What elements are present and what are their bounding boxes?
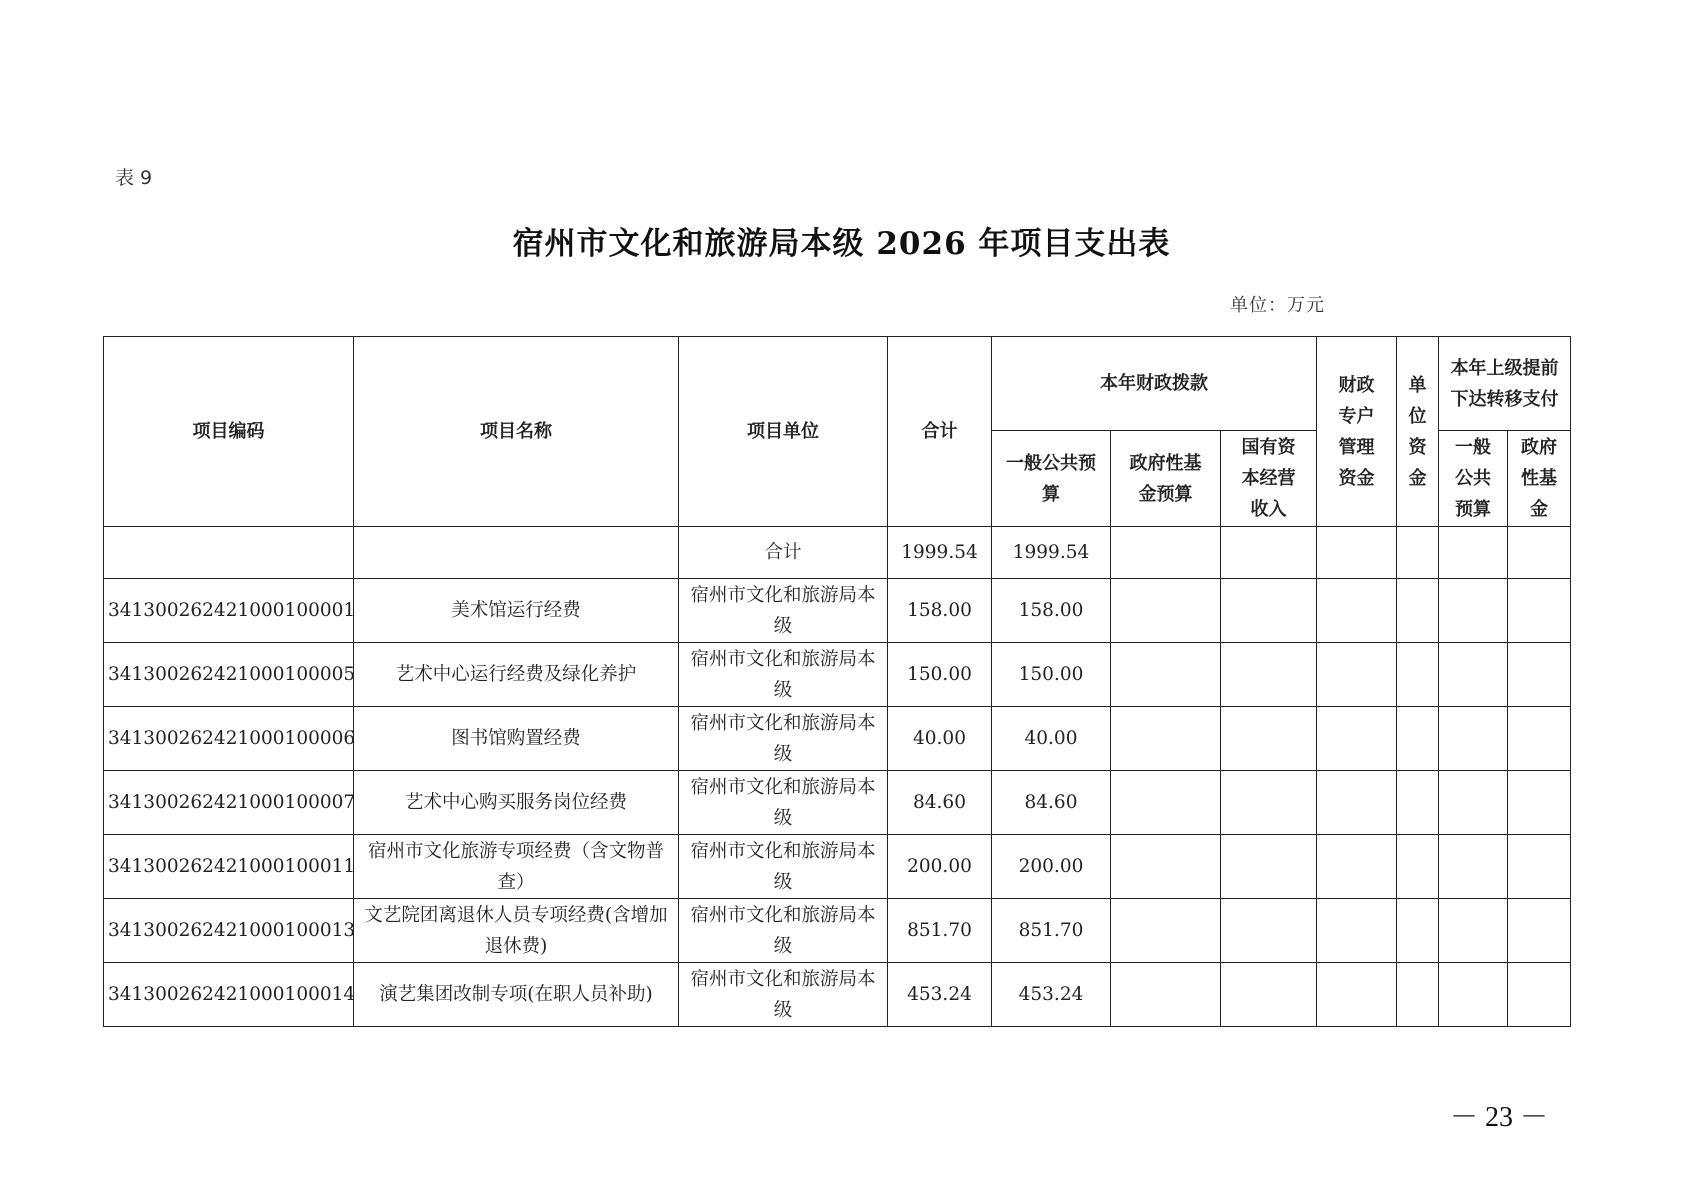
header-transfer-fund: 政府性基金 (1508, 431, 1571, 527)
row-total: 200.00 (888, 835, 992, 899)
table-row (104, 963, 1571, 1027)
row-transfer-general (1439, 579, 1508, 643)
row-unit-funds (1397, 707, 1439, 771)
total-unit-funds (1397, 527, 1439, 579)
header-transfer-general: 一般公共预算 (1439, 431, 1508, 527)
row-name: 文艺院团离退休人员专项经费(含增加退休费) (354, 899, 679, 963)
row-general-budget: 200.00 (992, 835, 1111, 899)
row-code: 341300262421000100006 (104, 707, 354, 771)
row-name: 美术馆运行经费 (354, 579, 679, 643)
row-unit: 宿州市文化和旅游局本级 (679, 963, 888, 1027)
row-unit-funds (1397, 643, 1439, 707)
row-code: 341300262421000100001 (104, 579, 354, 643)
header-state-capital: 国有资本经营收入 (1221, 431, 1317, 527)
row-special-account (1317, 835, 1397, 899)
table-row (104, 835, 1571, 899)
row-unit: 宿州市文化和旅游局本级 (679, 899, 888, 963)
row-transfer-fund (1508, 579, 1571, 643)
row-unit: 宿州市文化和旅游局本级 (679, 835, 888, 899)
row-state-capital (1221, 643, 1317, 707)
row-total: 40.00 (888, 707, 992, 771)
header-name: 项目名称 (354, 337, 679, 527)
row-transfer-general (1439, 771, 1508, 835)
row-gov-fund (1111, 835, 1221, 899)
row-unit-funds (1397, 899, 1439, 963)
row-state-capital (1221, 579, 1317, 643)
row-unit-funds (1397, 771, 1439, 835)
row-code: 341300262421000100007 (104, 771, 354, 835)
header-special-account: 财政专户管理资金 (1317, 337, 1397, 527)
row-code: 341300262421000100013 (104, 899, 354, 963)
row-transfer-general (1439, 835, 1508, 899)
row-gov-fund (1111, 643, 1221, 707)
table-row (104, 707, 1571, 771)
row-special-account (1317, 707, 1397, 771)
total-transfer-general (1439, 527, 1508, 579)
row-special-account (1317, 899, 1397, 963)
row-special-account (1317, 771, 1397, 835)
row-unit-funds (1397, 835, 1439, 899)
row-gov-fund (1111, 707, 1221, 771)
row-total: 453.24 (888, 963, 992, 1027)
row-transfer-fund (1508, 771, 1571, 835)
total-transfer-fund (1508, 527, 1571, 579)
table-row (104, 643, 1571, 707)
row-special-account (1317, 963, 1397, 1027)
header-gov-fund: 政府性基金预算 (1111, 431, 1221, 527)
header-unit: 项目单位 (679, 337, 888, 527)
row-transfer-general (1439, 899, 1508, 963)
table-row (104, 579, 1571, 643)
header-transfer-group: 本年上级提前下达转移支付 (1439, 337, 1571, 431)
row-name: 宿州市文化旅游专项经费（含文物普查） (354, 835, 679, 899)
table-row (104, 899, 1571, 963)
row-gov-fund (1111, 899, 1221, 963)
row-general-budget: 453.24 (992, 963, 1111, 1027)
row-code: 341300262421000100011 (104, 835, 354, 899)
page-number: － 23 － (1450, 1102, 1549, 1133)
total-state-capital (1221, 527, 1317, 579)
row-special-account (1317, 643, 1397, 707)
row-gov-fund (1111, 963, 1221, 1027)
row-unit: 宿州市文化和旅游局本级 (679, 643, 888, 707)
total-gov-fund (1111, 527, 1221, 579)
row-state-capital (1221, 707, 1317, 771)
row-special-account (1317, 579, 1397, 643)
row-state-capital (1221, 771, 1317, 835)
row-unit-funds (1397, 963, 1439, 1027)
header-row-top (104, 337, 1571, 431)
row-gov-fund (1111, 579, 1221, 643)
row-name: 艺术中心运行经费及绿化养护 (354, 643, 679, 707)
row-unit: 宿州市文化和旅游局本级 (679, 579, 888, 643)
header-unit-funds: 单位资金 (1397, 337, 1439, 527)
row-transfer-fund (1508, 643, 1571, 707)
row-code: 341300262421000100014 (104, 963, 354, 1027)
row-transfer-general (1439, 963, 1508, 1027)
row-state-capital (1221, 899, 1317, 963)
row-transfer-general (1439, 643, 1508, 707)
total-name-cell (354, 527, 679, 579)
row-general-budget: 158.00 (992, 579, 1111, 643)
row-transfer-fund (1508, 963, 1571, 1027)
row-total: 851.70 (888, 899, 992, 963)
row-general-budget: 150.00 (992, 643, 1111, 707)
header-code: 项目编码 (104, 337, 354, 527)
row-general-budget: 40.00 (992, 707, 1111, 771)
row-transfer-fund (1508, 835, 1571, 899)
row-transfer-general (1439, 707, 1508, 771)
total-general-budget: 1999.54 (992, 527, 1111, 579)
table-label: 表 9 (115, 167, 153, 189)
header-fiscal-group: 本年财政拨款 (992, 337, 1317, 431)
project-expense-table (103, 336, 1571, 1027)
row-total: 150.00 (888, 643, 992, 707)
page-title: 宿州市文化和旅游局本级 2026 年项目支出表 (512, 226, 1171, 262)
header-general-budget: 一般公共预算 (992, 431, 1111, 527)
total-special-account (1317, 527, 1397, 579)
row-state-capital (1221, 963, 1317, 1027)
total-value: 1999.54 (888, 527, 992, 579)
row-general-budget: 84.60 (992, 771, 1111, 835)
row-total: 84.60 (888, 771, 992, 835)
row-transfer-fund (1508, 899, 1571, 963)
table-row (104, 771, 1571, 835)
row-transfer-fund (1508, 707, 1571, 771)
row-unit: 宿州市文化和旅游局本级 (679, 707, 888, 771)
row-general-budget: 851.70 (992, 899, 1111, 963)
row-name: 演艺集团改制专项(在职人员补助) (354, 963, 679, 1027)
total-code-cell (104, 527, 354, 579)
row-state-capital (1221, 835, 1317, 899)
row-gov-fund (1111, 771, 1221, 835)
row-unit-funds (1397, 579, 1439, 643)
total-label: 合计 (679, 527, 888, 579)
unit-label: 单位：万元 (1230, 295, 1325, 316)
row-name: 艺术中心购买服务岗位经费 (354, 771, 679, 835)
row-unit: 宿州市文化和旅游局本级 (679, 771, 888, 835)
row-code: 341300262421000100005 (104, 643, 354, 707)
header-total: 合计 (888, 337, 992, 527)
row-total: 158.00 (888, 579, 992, 643)
row-name: 图书馆购置经费 (354, 707, 679, 771)
total-row (104, 527, 1571, 579)
